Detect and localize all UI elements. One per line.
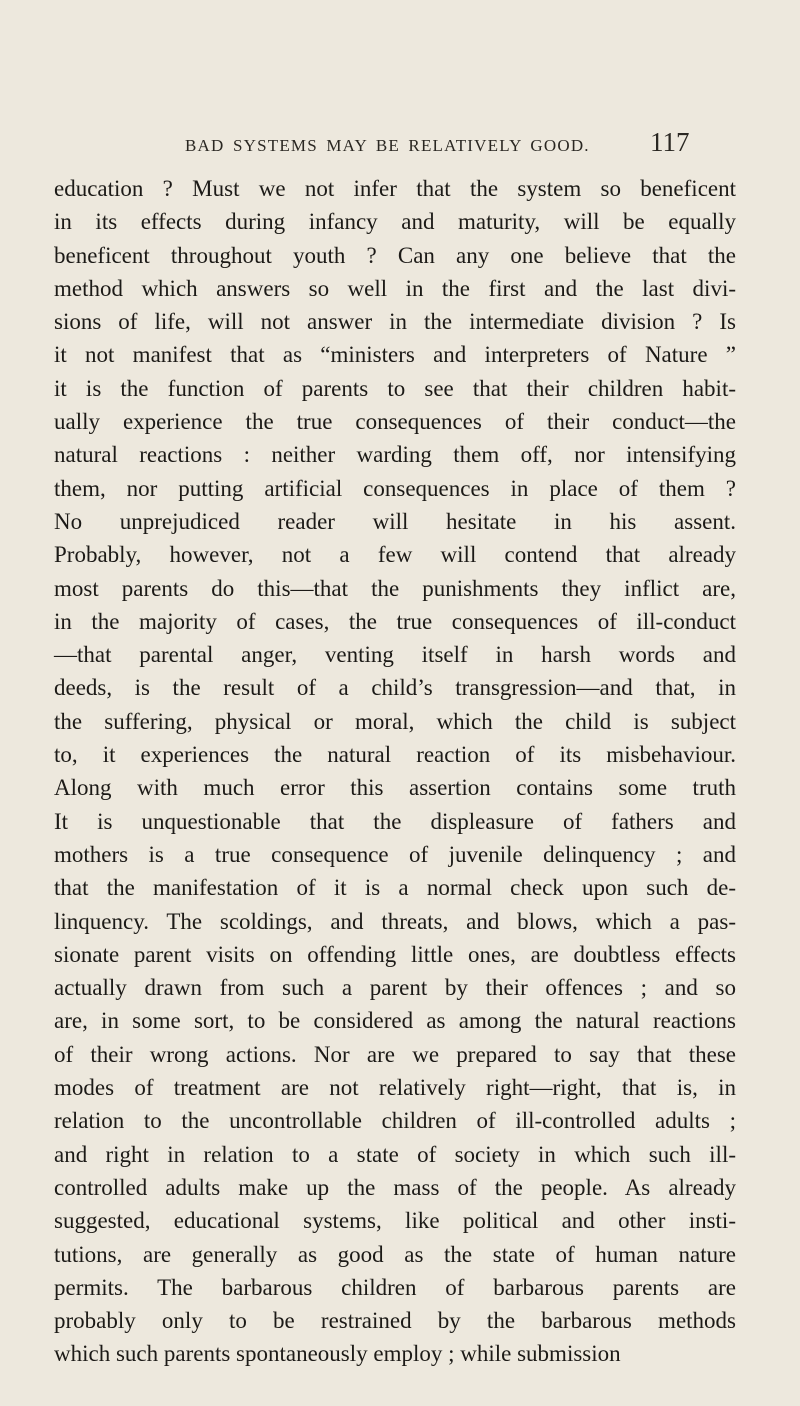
text-line: relation to the uncontrollable children of ill-controlled adults ; bbox=[54, 1108, 736, 1134]
text-line: ually experience the true consequences of their conduct—the bbox=[54, 409, 736, 435]
text-line: in the majority of cases, the true consequences of ill-conduct bbox=[54, 608, 736, 634]
text-line: education ? Must we not infer that the system so beneficent bbox=[54, 176, 736, 201]
text-line: controlled adults make up the mass of the people. As already bbox=[54, 1174, 736, 1200]
text-line: to, it experiences the natural reaction of its misbehaviour. bbox=[54, 742, 736, 768]
text-line: permits. The barbarous children of barbarous parents are bbox=[54, 1274, 736, 1300]
text-line: method which answers so well in the first and the last divi- bbox=[54, 275, 736, 301]
body-text bbox=[54, 172, 736, 1371]
text-line: most parents do this—that the punishments they inflict are, bbox=[54, 575, 736, 601]
text-line: actually drawn from such a parent by their offences ; and so bbox=[54, 975, 736, 1001]
text-line: in its effects during infancy and maturity, will be equally bbox=[54, 209, 736, 235]
text-line: beneficent throughout youth ? Can any one believe that the bbox=[54, 242, 736, 268]
text-line: No unprejudiced reader will hesitate in his assent. bbox=[54, 508, 736, 534]
text-line: tutions, are generally as good as the state of human nature bbox=[54, 1241, 736, 1267]
text-line: of their wrong actions. Nor are we prepared to say that these bbox=[54, 1041, 736, 1067]
text-line: Probably, however, not a few will contend that already bbox=[54, 542, 736, 568]
text-line: suggested, educational systems, like political and other insti- bbox=[54, 1208, 736, 1234]
text-line: —that parental anger, venting itself in harsh words and bbox=[54, 642, 736, 668]
text-line: and right in relation to a state of society in which such ill- bbox=[54, 1141, 736, 1167]
text-line: it not manifest that as “ministers and interpreters of Nature ” bbox=[54, 342, 736, 368]
text-line: natural reactions : neither warding them off, nor intensifying bbox=[54, 442, 736, 468]
text-line: probably only to be restrained by the barbarous methods bbox=[54, 1308, 736, 1334]
text-line: mothers is a true consequence of juvenile delinquency ; and bbox=[54, 841, 736, 867]
text-line: modes of treatment are not relatively right—right, that is, in bbox=[54, 1075, 736, 1101]
text-line: it is the function of parents to see that their children habit- bbox=[54, 375, 736, 401]
text-line: It is unquestionable that the displeasure of fathers and bbox=[54, 808, 736, 834]
text-line: sions of life, will not answer in the intermediate division ? Is bbox=[54, 309, 736, 335]
page-number: 117 bbox=[650, 127, 690, 157]
text-line: deeds, is the result of a child’s transgression—and that, in bbox=[54, 675, 736, 701]
text-line: the suffering, physical or moral, which the child is subject bbox=[54, 708, 736, 734]
text-line: them, nor putting artificial consequences in place of them ? bbox=[54, 475, 736, 501]
text-line: linquency. The scoldings, and threats, and blows, which a pas- bbox=[54, 908, 736, 934]
text-line: Along with much error this assertion contains some truth bbox=[54, 775, 736, 801]
text-line: which such parents spontaneously employ ; while submission bbox=[54, 1341, 621, 1367]
text-line: that the manifestation of it is a normal check upon such de- bbox=[54, 875, 736, 901]
text-line: sionate parent visits on offending little ones, are doubtless effects bbox=[54, 941, 736, 967]
text-line: are, in some sort, to be considered as among the natural reactions bbox=[54, 1008, 736, 1034]
running-header: BAD SYSTEMS MAY BE RELATIVELY GOOD. bbox=[185, 136, 590, 155]
